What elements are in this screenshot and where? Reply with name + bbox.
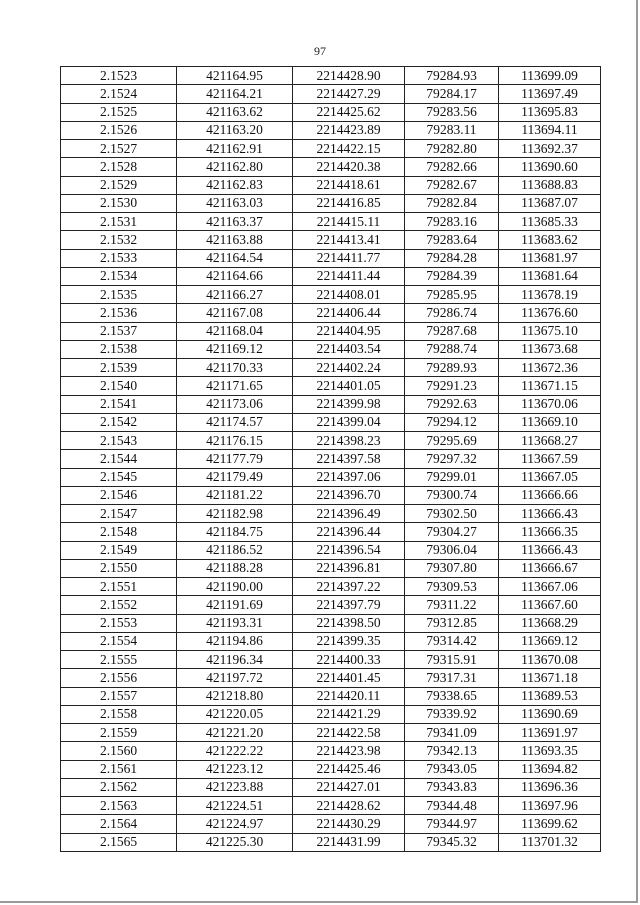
table-row <box>61 432 601 450</box>
coord-3-cell: 79343.05 <box>405 760 499 778</box>
coord-2-cell: 2214423.98 <box>293 742 405 760</box>
table-row <box>61 468 601 486</box>
coord-1-cell: 421177.79 <box>177 450 293 468</box>
coord-1-cell: 421164.21 <box>177 85 293 103</box>
point-id-cell: 2.1547 <box>61 505 177 523</box>
coord-1-cell: 421194.86 <box>177 632 293 650</box>
coord-1-cell: 421176.15 <box>177 432 293 450</box>
coord-3-cell: 79299.01 <box>405 468 499 486</box>
point-id-cell: 2.1548 <box>61 523 177 541</box>
table-row <box>61 158 601 176</box>
table-row <box>61 450 601 468</box>
coord-1-cell: 421169.12 <box>177 340 293 358</box>
table-row <box>61 559 601 577</box>
coord-4-cell: 113672.36 <box>499 359 601 377</box>
coord-1-cell: 421170.33 <box>177 359 293 377</box>
coord-2-cell: 2214396.49 <box>293 505 405 523</box>
coord-2-cell: 2214396.44 <box>293 523 405 541</box>
coord-1-cell: 421191.69 <box>177 596 293 614</box>
coord-2-cell: 2214422.15 <box>293 140 405 158</box>
table-row <box>61 724 601 742</box>
table-row <box>61 742 601 760</box>
coord-3-cell: 79307.80 <box>405 559 499 577</box>
coord-1-cell: 421223.12 <box>177 760 293 778</box>
coord-3-cell: 79317.31 <box>405 669 499 687</box>
coord-2-cell: 2214397.58 <box>293 450 405 468</box>
coord-2-cell: 2214397.22 <box>293 578 405 596</box>
table-row <box>61 377 601 395</box>
coord-1-cell: 421184.75 <box>177 523 293 541</box>
coord-3-cell: 79282.66 <box>405 158 499 176</box>
coord-3-cell: 79339.92 <box>405 705 499 723</box>
coord-3-cell: 79344.97 <box>405 815 499 833</box>
point-id-cell: 2.1559 <box>61 724 177 742</box>
coord-4-cell: 113683.62 <box>499 231 601 249</box>
coord-2-cell: 2214416.85 <box>293 194 405 212</box>
coord-3-cell: 79291.23 <box>405 377 499 395</box>
coord-3-cell: 79283.56 <box>405 103 499 121</box>
table-row <box>61 833 601 851</box>
table-body <box>61 67 601 852</box>
coord-2-cell: 2214420.11 <box>293 687 405 705</box>
table-row <box>61 359 601 377</box>
coord-2-cell: 2214422.58 <box>293 724 405 742</box>
point-id-cell: 2.1550 <box>61 559 177 577</box>
coord-4-cell: 113667.05 <box>499 468 601 486</box>
coord-4-cell: 113699.62 <box>499 815 601 833</box>
coord-2-cell: 2214397.06 <box>293 468 405 486</box>
coord-3-cell: 79345.32 <box>405 833 499 851</box>
coord-1-cell: 421193.31 <box>177 614 293 632</box>
coord-2-cell: 2214411.44 <box>293 267 405 285</box>
table-row <box>61 632 601 650</box>
table-row <box>61 304 601 322</box>
coord-1-cell: 421224.51 <box>177 797 293 815</box>
table-row <box>61 85 601 103</box>
coord-3-cell: 79311.22 <box>405 596 499 614</box>
point-id-cell: 2.1528 <box>61 158 177 176</box>
coord-4-cell: 113670.06 <box>499 395 601 413</box>
coord-3-cell: 79284.28 <box>405 249 499 267</box>
coord-4-cell: 113669.10 <box>499 413 601 431</box>
coord-3-cell: 79312.85 <box>405 614 499 632</box>
coord-1-cell: 421179.49 <box>177 468 293 486</box>
coord-1-cell: 421163.20 <box>177 121 293 139</box>
coord-3-cell: 79294.12 <box>405 413 499 431</box>
coord-2-cell: 2214421.29 <box>293 705 405 723</box>
coord-4-cell: 113666.66 <box>499 486 601 504</box>
coord-3-cell: 79309.53 <box>405 578 499 596</box>
coord-1-cell: 421168.04 <box>177 322 293 340</box>
coord-4-cell: 113666.67 <box>499 559 601 577</box>
coord-2-cell: 2214415.11 <box>293 213 405 231</box>
coord-1-cell: 421163.62 <box>177 103 293 121</box>
coord-3-cell: 79284.93 <box>405 67 499 85</box>
coord-2-cell: 2214401.05 <box>293 377 405 395</box>
coord-2-cell: 2214411.77 <box>293 249 405 267</box>
coord-3-cell: 79283.11 <box>405 121 499 139</box>
point-id-cell: 2.1558 <box>61 705 177 723</box>
coord-2-cell: 2214427.01 <box>293 778 405 796</box>
point-id-cell: 2.1557 <box>61 687 177 705</box>
table-row <box>61 322 601 340</box>
point-id-cell: 2.1541 <box>61 395 177 413</box>
coord-1-cell: 421164.66 <box>177 267 293 285</box>
coord-4-cell: 113688.83 <box>499 176 601 194</box>
point-id-cell: 2.1551 <box>61 578 177 596</box>
point-id-cell: 2.1543 <box>61 432 177 450</box>
coord-3-cell: 79300.74 <box>405 486 499 504</box>
coord-4-cell: 113695.83 <box>499 103 601 121</box>
table-row <box>61 687 601 705</box>
point-id-cell: 2.1560 <box>61 742 177 760</box>
point-id-cell: 2.1523 <box>61 67 177 85</box>
point-id-cell: 2.1529 <box>61 176 177 194</box>
page-number: 97 <box>314 44 326 58</box>
coord-2-cell: 2214413.41 <box>293 231 405 249</box>
coord-2-cell: 2214397.79 <box>293 596 405 614</box>
coord-2-cell: 2214399.98 <box>293 395 405 413</box>
table-row <box>61 778 601 796</box>
table-row <box>61 541 601 559</box>
table-row <box>61 760 601 778</box>
coord-2-cell: 2214399.35 <box>293 632 405 650</box>
coord-4-cell: 113690.60 <box>499 158 601 176</box>
coord-4-cell: 113667.60 <box>499 596 601 614</box>
coord-4-cell: 113668.29 <box>499 614 601 632</box>
coord-3-cell: 79306.04 <box>405 541 499 559</box>
coord-3-cell: 79284.39 <box>405 267 499 285</box>
point-id-cell: 2.1531 <box>61 213 177 231</box>
table-row <box>61 67 601 85</box>
coord-3-cell: 79283.16 <box>405 213 499 231</box>
point-id-cell: 2.1555 <box>61 651 177 669</box>
table-row <box>61 505 601 523</box>
coord-2-cell: 2214418.61 <box>293 176 405 194</box>
coord-4-cell: 113666.43 <box>499 505 601 523</box>
coord-4-cell: 113696.36 <box>499 778 601 796</box>
coord-1-cell: 421186.52 <box>177 541 293 559</box>
coord-1-cell: 421220.05 <box>177 705 293 723</box>
coord-4-cell: 113685.33 <box>499 213 601 231</box>
point-id-cell: 2.1533 <box>61 249 177 267</box>
coord-2-cell: 2214396.70 <box>293 486 405 504</box>
point-id-cell: 2.1562 <box>61 778 177 796</box>
point-id-cell: 2.1565 <box>61 833 177 851</box>
coord-2-cell: 2214404.95 <box>293 322 405 340</box>
coord-3-cell: 79315.91 <box>405 651 499 669</box>
coord-4-cell: 113676.60 <box>499 304 601 322</box>
table-row <box>61 413 601 431</box>
coord-2-cell: 2214399.04 <box>293 413 405 431</box>
coord-4-cell: 113675.10 <box>499 322 601 340</box>
coord-2-cell: 2214420.38 <box>293 158 405 176</box>
coord-2-cell: 2214398.50 <box>293 614 405 632</box>
coord-4-cell: 113669.12 <box>499 632 601 650</box>
coord-2-cell: 2214431.99 <box>293 833 405 851</box>
coord-1-cell: 421163.88 <box>177 231 293 249</box>
point-id-cell: 2.1538 <box>61 340 177 358</box>
coord-4-cell: 113668.27 <box>499 432 601 450</box>
coord-3-cell: 79338.65 <box>405 687 499 705</box>
coord-2-cell: 2214401.45 <box>293 669 405 687</box>
coord-4-cell: 113694.11 <box>499 121 601 139</box>
coord-2-cell: 2214428.62 <box>293 797 405 815</box>
coord-2-cell: 2214400.33 <box>293 651 405 669</box>
coord-4-cell: 113673.68 <box>499 340 601 358</box>
coord-3-cell: 79343.83 <box>405 778 499 796</box>
table-row <box>61 395 601 413</box>
point-id-cell: 2.1545 <box>61 468 177 486</box>
coord-4-cell: 113681.97 <box>499 249 601 267</box>
coord-1-cell: 421224.97 <box>177 815 293 833</box>
table-row <box>61 213 601 231</box>
table-row <box>61 176 601 194</box>
table-row <box>61 614 601 632</box>
coord-3-cell: 79304.27 <box>405 523 499 541</box>
coord-3-cell: 79285.95 <box>405 286 499 304</box>
point-id-cell: 2.1542 <box>61 413 177 431</box>
table-row <box>61 815 601 833</box>
coord-4-cell: 113697.49 <box>499 85 601 103</box>
point-id-cell: 2.1526 <box>61 121 177 139</box>
point-id-cell: 2.1534 <box>61 267 177 285</box>
coord-3-cell: 79314.42 <box>405 632 499 650</box>
coord-4-cell: 113691.97 <box>499 724 601 742</box>
coord-2-cell: 2214423.89 <box>293 121 405 139</box>
coord-3-cell: 79286.74 <box>405 304 499 322</box>
coordinates-table <box>60 66 601 852</box>
coord-2-cell: 2214425.62 <box>293 103 405 121</box>
coord-3-cell: 79341.09 <box>405 724 499 742</box>
coord-3-cell: 79288.74 <box>405 340 499 358</box>
coord-3-cell: 79295.69 <box>405 432 499 450</box>
coord-4-cell: 113667.06 <box>499 578 601 596</box>
table-row <box>61 286 601 304</box>
coord-1-cell: 421164.54 <box>177 249 293 267</box>
point-id-cell: 2.1561 <box>61 760 177 778</box>
coord-1-cell: 421221.20 <box>177 724 293 742</box>
coord-1-cell: 421223.88 <box>177 778 293 796</box>
coord-3-cell: 79344.48 <box>405 797 499 815</box>
table-row <box>61 340 601 358</box>
coord-1-cell: 421166.27 <box>177 286 293 304</box>
coord-2-cell: 2214427.29 <box>293 85 405 103</box>
coord-1-cell: 421162.91 <box>177 140 293 158</box>
coord-2-cell: 2214430.29 <box>293 815 405 833</box>
coord-1-cell: 421163.37 <box>177 213 293 231</box>
point-id-cell: 2.1535 <box>61 286 177 304</box>
point-id-cell: 2.1564 <box>61 815 177 833</box>
table-row <box>61 596 601 614</box>
coord-3-cell: 79342.13 <box>405 742 499 760</box>
point-id-cell: 2.1540 <box>61 377 177 395</box>
coord-4-cell: 113671.18 <box>499 669 601 687</box>
point-id-cell: 2.1553 <box>61 614 177 632</box>
coord-4-cell: 113692.37 <box>499 140 601 158</box>
coord-4-cell: 113697.96 <box>499 797 601 815</box>
table-row <box>61 267 601 285</box>
point-id-cell: 2.1524 <box>61 85 177 103</box>
point-id-cell: 2.1530 <box>61 194 177 212</box>
table-row <box>61 523 601 541</box>
coord-1-cell: 421163.03 <box>177 194 293 212</box>
table-row <box>61 705 601 723</box>
coord-3-cell: 79283.64 <box>405 231 499 249</box>
coord-3-cell: 79287.68 <box>405 322 499 340</box>
point-id-cell: 2.1539 <box>61 359 177 377</box>
coord-1-cell: 421196.34 <box>177 651 293 669</box>
coord-3-cell: 79282.80 <box>405 140 499 158</box>
coord-1-cell: 421174.57 <box>177 413 293 431</box>
coord-1-cell: 421171.65 <box>177 377 293 395</box>
coord-3-cell: 79297.32 <box>405 450 499 468</box>
coord-4-cell: 113687.07 <box>499 194 601 212</box>
point-id-cell: 2.1556 <box>61 669 177 687</box>
coord-4-cell: 113694.82 <box>499 760 601 778</box>
coord-1-cell: 421188.28 <box>177 559 293 577</box>
coord-4-cell: 113690.69 <box>499 705 601 723</box>
coord-2-cell: 2214425.46 <box>293 760 405 778</box>
point-id-cell: 2.1525 <box>61 103 177 121</box>
table-row <box>61 578 601 596</box>
coord-1-cell: 421197.72 <box>177 669 293 687</box>
coord-4-cell: 113678.19 <box>499 286 601 304</box>
coord-4-cell: 113699.09 <box>499 67 601 85</box>
table-row <box>61 797 601 815</box>
coord-1-cell: 421222.22 <box>177 742 293 760</box>
table-row <box>61 651 601 669</box>
point-id-cell: 2.1536 <box>61 304 177 322</box>
coord-1-cell: 421181.22 <box>177 486 293 504</box>
table-row <box>61 121 601 139</box>
coord-1-cell: 421162.83 <box>177 176 293 194</box>
table-row <box>61 140 601 158</box>
point-id-cell: 2.1552 <box>61 596 177 614</box>
point-id-cell: 2.1546 <box>61 486 177 504</box>
table-row <box>61 669 601 687</box>
coord-4-cell: 113666.43 <box>499 541 601 559</box>
point-id-cell: 2.1563 <box>61 797 177 815</box>
coord-3-cell: 79292.63 <box>405 395 499 413</box>
coord-2-cell: 2214428.90 <box>293 67 405 85</box>
coord-4-cell: 113681.64 <box>499 267 601 285</box>
coord-3-cell: 79282.67 <box>405 176 499 194</box>
point-id-cell: 2.1544 <box>61 450 177 468</box>
point-id-cell: 2.1527 <box>61 140 177 158</box>
coord-1-cell: 421162.80 <box>177 158 293 176</box>
point-id-cell: 2.1537 <box>61 322 177 340</box>
coord-1-cell: 421190.00 <box>177 578 293 596</box>
point-id-cell: 2.1554 <box>61 632 177 650</box>
table-row <box>61 103 601 121</box>
point-id-cell: 2.1532 <box>61 231 177 249</box>
coord-4-cell: 113701.32 <box>499 833 601 851</box>
coord-2-cell: 2214408.01 <box>293 286 405 304</box>
table-row <box>61 249 601 267</box>
coord-3-cell: 79289.93 <box>405 359 499 377</box>
coord-4-cell: 113689.53 <box>499 687 601 705</box>
coord-1-cell: 421182.98 <box>177 505 293 523</box>
coord-2-cell: 2214398.23 <box>293 432 405 450</box>
coord-1-cell: 421164.95 <box>177 67 293 85</box>
coord-4-cell: 113667.59 <box>499 450 601 468</box>
coord-3-cell: 79302.50 <box>405 505 499 523</box>
coord-1-cell: 421167.08 <box>177 304 293 322</box>
coord-2-cell: 2214406.44 <box>293 304 405 322</box>
coord-4-cell: 113671.15 <box>499 377 601 395</box>
coord-3-cell: 79284.17 <box>405 85 499 103</box>
coord-2-cell: 2214403.54 <box>293 340 405 358</box>
coord-1-cell: 421218.80 <box>177 687 293 705</box>
coord-4-cell: 113670.08 <box>499 651 601 669</box>
table-row <box>61 486 601 504</box>
coord-1-cell: 421173.06 <box>177 395 293 413</box>
table-row <box>61 194 601 212</box>
table-row <box>61 231 601 249</box>
point-id-cell: 2.1549 <box>61 541 177 559</box>
coord-1-cell: 421225.30 <box>177 833 293 851</box>
coord-3-cell: 79282.84 <box>405 194 499 212</box>
coord-2-cell: 2214396.54 <box>293 541 405 559</box>
coord-2-cell: 2214402.24 <box>293 359 405 377</box>
coord-4-cell: 113693.35 <box>499 742 601 760</box>
coord-4-cell: 113666.35 <box>499 523 601 541</box>
coord-2-cell: 2214396.81 <box>293 559 405 577</box>
